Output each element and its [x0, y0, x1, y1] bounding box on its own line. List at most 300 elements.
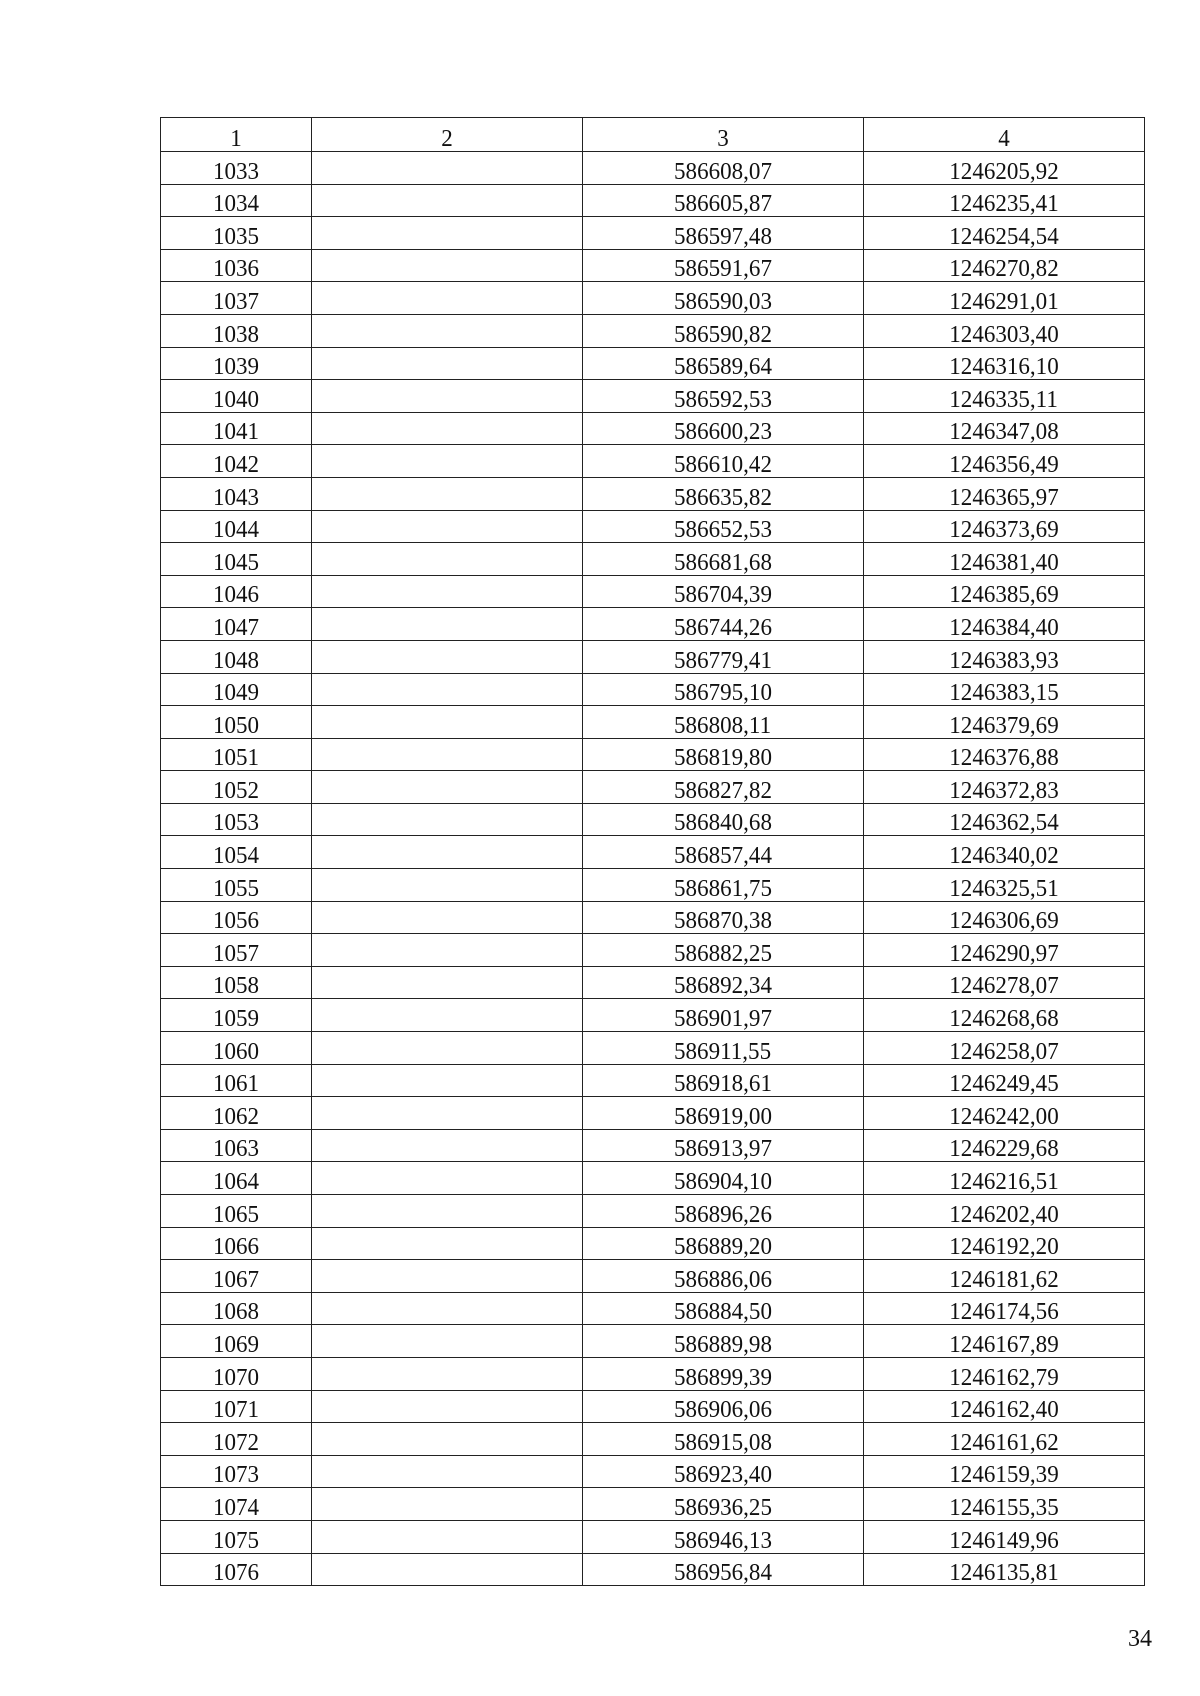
x-coordinate-cell-text: 586906,06 [674, 1397, 772, 1423]
x-coordinate-cell [583, 1097, 864, 1130]
column-header [864, 118, 1145, 152]
point-number-cell-text: 1039 [212, 354, 260, 380]
description-cell [312, 673, 583, 706]
x-coordinate-cell [583, 510, 864, 543]
x-coordinate-cell-text: 586915,08 [674, 1429, 772, 1456]
description-cell [312, 1455, 583, 1488]
x-coordinate-cell [583, 477, 864, 510]
description-cell [312, 1325, 583, 1358]
point-number-cell-text: 1065 [212, 1201, 260, 1228]
description-cell [312, 836, 583, 869]
y-coordinate-cell-text: 1246373,69 [949, 517, 1059, 543]
point-number-cell-text: 1068 [212, 1299, 260, 1325]
y-coordinate-cell [864, 1129, 1145, 1162]
y-coordinate-cell-text: 1246167,89 [949, 1331, 1059, 1358]
y-coordinate-cell-text: 1246291,01 [949, 288, 1059, 315]
y-coordinate-cell-text: 1246303,40 [949, 321, 1059, 348]
x-coordinate-cell [583, 836, 864, 869]
y-coordinate-cell [864, 608, 1145, 641]
x-coordinate-cell [583, 543, 864, 576]
x-coordinate-cell [583, 1455, 864, 1488]
x-coordinate-cell [583, 575, 864, 608]
point-number-cell [161, 543, 312, 576]
y-coordinate-cell-text: 1246192,20 [949, 1234, 1059, 1260]
table-row [161, 314, 1145, 347]
point-number-cell-text: 1064 [212, 1169, 260, 1195]
point-number-cell-text: 1075 [212, 1527, 260, 1554]
x-coordinate-cell [583, 412, 864, 445]
description-cell [312, 738, 583, 771]
y-coordinate-cell [864, 640, 1145, 673]
x-coordinate-cell [583, 184, 864, 217]
point-number-cell-text: 1041 [212, 419, 260, 445]
y-coordinate-cell [864, 1553, 1145, 1586]
y-coordinate-cell [864, 673, 1145, 706]
point-number-cell [161, 771, 312, 804]
table-row [161, 738, 1145, 771]
y-coordinate-cell-text: 1246290,97 [949, 940, 1059, 967]
column-header-text: 3 [717, 126, 729, 152]
y-coordinate-cell [864, 249, 1145, 282]
x-coordinate-cell-text: 586635,82 [674, 484, 772, 511]
y-coordinate-cell [864, 869, 1145, 902]
x-coordinate-cell [583, 771, 864, 804]
point-number-cell [161, 673, 312, 706]
y-coordinate-cell [864, 1064, 1145, 1097]
description-cell [312, 575, 583, 608]
point-number-cell-text: 1050 [212, 712, 260, 739]
description-cell [312, 1292, 583, 1325]
y-coordinate-cell [864, 966, 1145, 999]
y-coordinate-cell [864, 1423, 1145, 1456]
table-row [161, 1357, 1145, 1390]
point-number-cell [161, 1357, 312, 1390]
y-coordinate-cell [864, 1260, 1145, 1293]
point-number-cell [161, 1390, 312, 1423]
point-number-cell [161, 1064, 312, 1097]
x-coordinate-cell-text: 586904,10 [674, 1169, 772, 1195]
x-coordinate-cell [583, 217, 864, 250]
y-coordinate-cell [864, 1292, 1145, 1325]
point-number-cell [161, 1227, 312, 1260]
point-number-cell-text: 1055 [212, 875, 260, 902]
y-coordinate-cell-text: 1246162,40 [949, 1397, 1059, 1423]
x-coordinate-cell-text: 586590,03 [674, 288, 772, 315]
description-cell [312, 380, 583, 413]
point-number-cell [161, 836, 312, 869]
y-coordinate-cell [864, 217, 1145, 250]
x-coordinate-cell [583, 608, 864, 641]
x-coordinate-cell-text: 586946,13 [674, 1527, 772, 1554]
point-number-cell-text: 1049 [212, 680, 260, 706]
point-number-cell [161, 1488, 312, 1521]
y-coordinate-cell-text: 1246376,88 [949, 745, 1059, 771]
point-number-cell-text: 1060 [212, 1038, 260, 1065]
column-header [161, 118, 312, 152]
x-coordinate-cell-text: 586861,75 [674, 875, 772, 902]
x-coordinate-cell-text: 586652,53 [674, 517, 772, 543]
point-number-cell [161, 282, 312, 315]
y-coordinate-cell [864, 901, 1145, 934]
y-coordinate-cell-text: 1246205,92 [949, 158, 1059, 185]
description-cell [312, 1357, 583, 1390]
table-row [161, 1032, 1145, 1065]
page-number: 34 [1128, 1626, 1152, 1652]
description-cell [312, 1097, 583, 1130]
y-coordinate-cell-text: 1246384,40 [949, 614, 1059, 641]
x-coordinate-cell [583, 1129, 864, 1162]
x-coordinate-cell-text: 586857,44 [674, 843, 772, 869]
y-coordinate-cell [864, 1162, 1145, 1195]
x-coordinate-cell-text: 586592,53 [674, 386, 772, 413]
point-number-cell-text: 1066 [212, 1234, 260, 1260]
description-cell [312, 706, 583, 739]
x-coordinate-cell [583, 1064, 864, 1097]
x-coordinate-cell [583, 1292, 864, 1325]
x-coordinate-cell-text: 586913,97 [674, 1136, 772, 1162]
point-number-cell-text: 1037 [212, 288, 260, 315]
x-coordinate-cell-text: 586840,68 [674, 810, 772, 836]
x-coordinate-cell [583, 1357, 864, 1390]
table-row [161, 1162, 1145, 1195]
point-number-cell [161, 640, 312, 673]
point-number-cell-text: 1073 [212, 1462, 260, 1488]
point-number-cell [161, 1455, 312, 1488]
y-coordinate-cell-text: 1246365,97 [949, 484, 1059, 511]
y-coordinate-cell-text: 1246379,69 [949, 712, 1059, 739]
point-number-cell [161, 575, 312, 608]
table-row [161, 477, 1145, 510]
point-number-cell-text: 1074 [212, 1494, 260, 1521]
x-coordinate-cell [583, 869, 864, 902]
point-number-cell-text: 1059 [212, 1006, 260, 1032]
x-coordinate-cell-text: 586911,55 [674, 1038, 772, 1065]
y-coordinate-cell-text: 1246383,15 [949, 680, 1059, 706]
description-cell [312, 1227, 583, 1260]
description-cell [312, 869, 583, 902]
x-coordinate-cell-text: 586704,39 [674, 582, 772, 608]
y-coordinate-cell [864, 1488, 1145, 1521]
table-row [161, 1064, 1145, 1097]
description-cell [312, 249, 583, 282]
table-row [161, 1227, 1145, 1260]
point-number-cell-text: 1076 [212, 1560, 260, 1586]
description-cell [312, 477, 583, 510]
y-coordinate-cell [864, 771, 1145, 804]
description-cell [312, 510, 583, 543]
x-coordinate-cell [583, 706, 864, 739]
point-number-cell-text: 1061 [212, 1071, 260, 1097]
table-row [161, 1292, 1145, 1325]
y-coordinate-cell [864, 543, 1145, 576]
x-coordinate-cell [583, 1195, 864, 1228]
table-row [161, 1195, 1145, 1228]
table-row [161, 869, 1145, 902]
point-number-cell [161, 380, 312, 413]
point-number-cell [161, 412, 312, 445]
x-coordinate-cell-text: 586795,10 [674, 680, 772, 706]
table-row [161, 184, 1145, 217]
y-coordinate-cell-text: 1246161,62 [949, 1429, 1059, 1456]
description-cell [312, 901, 583, 934]
point-number-cell-text: 1052 [212, 777, 260, 804]
y-coordinate-cell [864, 1227, 1145, 1260]
table-row [161, 1390, 1145, 1423]
y-coordinate-cell [864, 380, 1145, 413]
point-number-cell [161, 608, 312, 641]
point-number-cell-text: 1072 [212, 1429, 260, 1456]
description-cell [312, 282, 583, 315]
point-number-cell-text: 1044 [212, 517, 260, 543]
description-cell [312, 934, 583, 967]
x-coordinate-cell-text: 586899,39 [674, 1364, 772, 1391]
point-number-cell-text: 1040 [212, 386, 260, 413]
point-number-cell [161, 1292, 312, 1325]
x-coordinate-cell-text: 586591,67 [674, 256, 772, 282]
table-row [161, 1097, 1145, 1130]
point-number-cell-text: 1062 [212, 1103, 260, 1130]
description-cell [312, 1064, 583, 1097]
column-header-text: 2 [441, 126, 453, 152]
y-coordinate-cell [864, 1520, 1145, 1553]
y-coordinate-cell-text: 1246216,51 [949, 1169, 1059, 1195]
x-coordinate-cell [583, 1162, 864, 1195]
y-coordinate-cell-text: 1246340,02 [949, 843, 1059, 869]
y-coordinate-cell-text: 1246362,54 [949, 810, 1059, 836]
x-coordinate-cell [583, 901, 864, 934]
x-coordinate-cell [583, 380, 864, 413]
point-number-cell [161, 999, 312, 1032]
point-number-cell [161, 901, 312, 934]
x-coordinate-cell [583, 1553, 864, 1586]
x-coordinate-cell-text: 586889,20 [674, 1234, 772, 1260]
x-coordinate-cell-text: 586918,61 [674, 1071, 772, 1097]
point-number-cell [161, 934, 312, 967]
description-cell [312, 1032, 583, 1065]
point-number-cell [161, 1520, 312, 1553]
point-number-cell [161, 184, 312, 217]
y-coordinate-cell [864, 706, 1145, 739]
description-cell [312, 1260, 583, 1293]
y-coordinate-cell [864, 477, 1145, 510]
description-cell [312, 640, 583, 673]
y-coordinate-cell-text: 1246159,39 [949, 1462, 1059, 1488]
y-coordinate-cell [864, 738, 1145, 771]
table-row [161, 999, 1145, 1032]
y-coordinate-cell-text: 1246229,68 [949, 1136, 1059, 1162]
point-number-cell-text: 1056 [212, 908, 260, 934]
y-coordinate-cell [864, 510, 1145, 543]
description-cell [312, 1488, 583, 1521]
point-number-cell-text: 1042 [212, 451, 260, 478]
x-coordinate-cell-text: 586600,23 [674, 419, 772, 445]
y-coordinate-cell-text: 1246381,40 [949, 549, 1059, 576]
x-coordinate-cell [583, 282, 864, 315]
description-cell [312, 999, 583, 1032]
table-row [161, 1520, 1145, 1553]
y-coordinate-cell-text: 1246135,81 [949, 1560, 1059, 1586]
y-coordinate-cell [864, 934, 1145, 967]
column-header [583, 118, 864, 152]
x-coordinate-cell [583, 966, 864, 999]
x-coordinate-cell [583, 640, 864, 673]
description-cell [312, 1195, 583, 1228]
x-coordinate-cell-text: 586956,84 [674, 1560, 772, 1586]
y-coordinate-cell [864, 1032, 1145, 1065]
x-coordinate-cell [583, 1325, 864, 1358]
point-number-cell [161, 1097, 312, 1130]
x-coordinate-cell-text: 586827,82 [674, 777, 772, 804]
x-coordinate-cell [583, 738, 864, 771]
y-coordinate-cell [864, 1357, 1145, 1390]
description-cell [312, 771, 583, 804]
table-row [161, 575, 1145, 608]
point-number-cell [161, 1129, 312, 1162]
description-cell [312, 1162, 583, 1195]
table-row [161, 380, 1145, 413]
point-number-cell [161, 152, 312, 185]
table-row [161, 836, 1145, 869]
y-coordinate-cell-text: 1246383,93 [949, 647, 1059, 673]
x-coordinate-cell-text: 586923,40 [674, 1462, 772, 1488]
description-cell [312, 347, 583, 380]
point-number-cell [161, 1553, 312, 1586]
point-number-cell [161, 966, 312, 999]
point-number-cell-text: 1069 [212, 1331, 260, 1358]
y-coordinate-cell [864, 445, 1145, 478]
x-coordinate-cell-text: 586936,25 [674, 1494, 772, 1521]
y-coordinate-cell-text: 1246316,10 [949, 354, 1059, 380]
y-coordinate-cell-text: 1246202,40 [949, 1201, 1059, 1228]
point-number-cell [161, 1260, 312, 1293]
column-header-text: 4 [998, 126, 1010, 152]
x-coordinate-cell-text: 586681,68 [674, 549, 772, 576]
x-coordinate-cell [583, 1423, 864, 1456]
y-coordinate-cell [864, 152, 1145, 185]
table-row [161, 1260, 1145, 1293]
description-cell [312, 1390, 583, 1423]
table-row [161, 445, 1145, 478]
y-coordinate-cell-text: 1246385,69 [949, 582, 1059, 608]
y-coordinate-cell [864, 1390, 1145, 1423]
x-coordinate-cell-text: 586892,34 [674, 973, 772, 999]
table-row [161, 412, 1145, 445]
point-number-cell-text: 1070 [212, 1364, 260, 1391]
x-coordinate-cell-text: 586808,11 [674, 712, 772, 739]
table-row [161, 152, 1145, 185]
table-row [161, 1553, 1145, 1586]
y-coordinate-cell-text: 1246258,07 [949, 1038, 1059, 1065]
x-coordinate-cell-text: 586597,48 [674, 223, 772, 250]
description-cell [312, 1129, 583, 1162]
x-coordinate-cell-text: 586896,26 [674, 1201, 772, 1228]
point-number-cell [161, 347, 312, 380]
description-cell [312, 1423, 583, 1456]
y-coordinate-cell [864, 282, 1145, 315]
table-row [161, 249, 1145, 282]
y-coordinate-cell [864, 412, 1145, 445]
point-number-cell-text: 1063 [212, 1136, 260, 1162]
point-number-cell-text: 1046 [212, 582, 260, 608]
table-row [161, 608, 1145, 641]
description-cell [312, 152, 583, 185]
point-number-cell [161, 869, 312, 902]
y-coordinate-cell [864, 1325, 1145, 1358]
table-row [161, 1455, 1145, 1488]
x-coordinate-cell-text: 586590,82 [674, 321, 772, 348]
x-coordinate-cell [583, 803, 864, 836]
y-coordinate-cell-text: 1246325,51 [949, 875, 1059, 902]
table-row [161, 1488, 1145, 1521]
table-row [161, 771, 1145, 804]
table-row [161, 966, 1145, 999]
x-coordinate-cell-text: 586889,98 [674, 1331, 772, 1358]
table-row [161, 673, 1145, 706]
point-number-cell-text: 1038 [212, 321, 260, 348]
y-coordinate-cell-text: 1246174,56 [949, 1299, 1059, 1325]
column-header [312, 118, 583, 152]
y-coordinate-cell [864, 314, 1145, 347]
description-cell [312, 543, 583, 576]
table-row [161, 217, 1145, 250]
x-coordinate-cell-text: 586870,38 [674, 908, 772, 934]
description-cell [312, 803, 583, 836]
y-coordinate-cell-text: 1246372,83 [949, 777, 1059, 804]
y-coordinate-cell [864, 184, 1145, 217]
point-number-cell [161, 706, 312, 739]
table-row [161, 347, 1145, 380]
description-cell [312, 184, 583, 217]
x-coordinate-cell-text: 586882,25 [674, 940, 772, 967]
table-row [161, 934, 1145, 967]
column-header-text: 1 [230, 126, 242, 152]
point-number-cell [161, 738, 312, 771]
description-cell [312, 966, 583, 999]
coordinates-table [160, 117, 1145, 1586]
y-coordinate-cell-text: 1246347,08 [949, 419, 1059, 445]
y-coordinate-cell [864, 1097, 1145, 1130]
point-number-cell-text: 1035 [212, 223, 260, 250]
x-coordinate-cell-text: 586819,80 [674, 745, 772, 771]
point-number-cell [161, 477, 312, 510]
point-number-cell-text: 1033 [212, 158, 260, 185]
x-coordinate-cell [583, 934, 864, 967]
table-row [161, 901, 1145, 934]
y-coordinate-cell-text: 1246155,35 [949, 1494, 1059, 1521]
point-number-cell-text: 1051 [212, 745, 260, 771]
x-coordinate-cell [583, 1260, 864, 1293]
x-coordinate-cell [583, 445, 864, 478]
point-number-cell [161, 1195, 312, 1228]
x-coordinate-cell-text: 586919,00 [674, 1103, 772, 1130]
x-coordinate-cell [583, 1390, 864, 1423]
x-coordinate-cell [583, 1227, 864, 1260]
y-coordinate-cell-text: 1246335,11 [949, 386, 1059, 413]
y-coordinate-cell-text: 1246149,96 [949, 1527, 1059, 1554]
table-row [161, 1325, 1145, 1358]
description-cell [312, 445, 583, 478]
x-coordinate-cell [583, 999, 864, 1032]
point-number-cell [161, 510, 312, 543]
description-cell [312, 217, 583, 250]
y-coordinate-cell-text: 1246249,45 [949, 1071, 1059, 1097]
point-number-cell-text: 1045 [212, 549, 260, 576]
y-coordinate-cell-text: 1246181,62 [949, 1266, 1059, 1293]
table-row [161, 282, 1145, 315]
point-number-cell [161, 803, 312, 836]
y-coordinate-cell-text: 1246162,79 [949, 1364, 1059, 1391]
y-coordinate-cell-text: 1246242,00 [949, 1103, 1059, 1130]
